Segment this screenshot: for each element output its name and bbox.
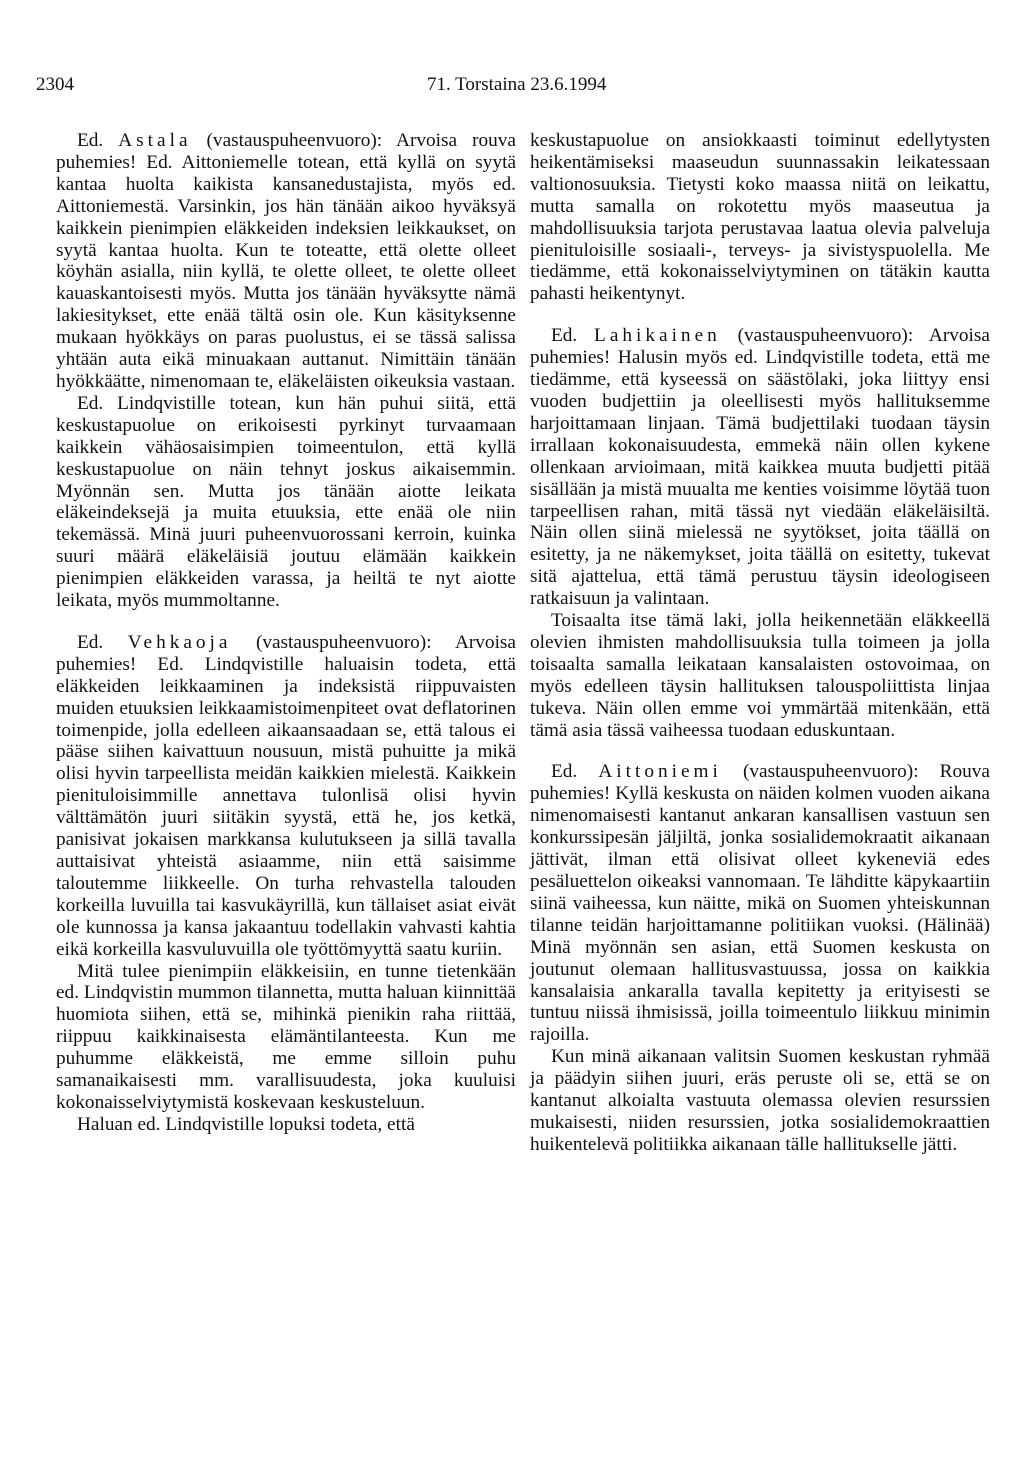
speaker-name: Aittoniemi <box>598 761 722 783</box>
speech-astala <box>56 130 516 393</box>
left-column <box>56 130 516 1136</box>
speech-text: (vastauspuheenvuoro): Arvoisa puhemies! Ed. Lindqvistille haluaisin todeta, että eläkkeiden leikkaaminen ja indeksistä riippuvaisten muiden etuuksien leikkaamistoimenpiteet ovat deflatorinen toimenpide, jolla edelleen aikaansaadaan se, että talous ei pääse siihen kaivattuun nousuun, mistä puhuitte ja mikä olisi hyvin tarpeellista meidän kaikkien mielestä. Kaikkein pienituloisimmille annettava tulonlisä olisi hyvin välttämätön juuri siitäkin syystä, että he, jos ketkä, panisivat jokaisen markkansa kulutukseen ja sillä tavalla auttaisivat yhteistä asiaamme, niin että saisimme taloutemme liikkeelle. On turha rehvastella talouden korkeilla luvuilla tai kasvukäyrillä, kun tällaiset asiat eivät ole kunnossa ja kansa jakaantuu todellakin vahvasti kahtia eikä korkeilla kasvuluvuilla ole työttömyyttä saatu kuriin. <box>56 631 516 960</box>
paragraph: keskustapuolue on ansiokkaasti toiminut edellytysten heikentämiseksi maaseudun suunnassakin leikatessaan valtionosuuksia. Tietysti koko maassa niitä on leikattu, mutta samalla on rokotettu myös maaseutua ja mahdollisuuksia tarjota perustavaa laatua olevia palveluja pienituloisille sosiaali-, terveys- ja sivistyspuolella. Me tiedämme, että kokonaisselviytyminen on tätäkin kautta pahasti heikentynyt. <box>530 130 990 305</box>
speech-lahikainen <box>530 325 990 610</box>
page-number: 2304 <box>36 74 74 95</box>
paragraph: Kun minä aikanaan valitsin Suomen keskustan ryhmää ja päädyin siihen juuri, eräs peruste oli se, että se on kantanut alkoialta vastuuta olemassa olevien resurssien mukaisesti, niiden resurssien, jotka sosialidemokraattien huikentelevä politiikka aikanaan tälle hallitukselle jätti. <box>530 1046 990 1155</box>
page-header <box>36 74 988 104</box>
speech-text: (vastauspuheenvuoro): Arvoisa puhemies! Halusin myös ed. Lindqvistille todeta, että me tiedämme, että kyseessä on säästölaki, joka liittyy ensi vuoden budjettiin ja oleellisesti myös hallituksemme harjoittamaan linjaan. Tämä budjettilaki tuodaan täysin irrallaan kokonaisuudesta, emmekä näin ollen kykene ollenkaan arvioimaan, mitä kaikkea muuta budjetti pitää sisällään ja mistä muualta me kenties voisimme löytää tuon tarpeellisen rahan, mitä tässä nyt viedään eläkeläisiltä. Näin ollen siinä mielessä ne syytökset, joita täällä on esitetty, ja ne näkemykset, joita täällä on esitetty, tukevat sitä ajattelua, että tämä perustuu täysin ideologiseen ratkaisuun ja valintaan. <box>530 325 990 610</box>
paragraph: Mitä tulee pienimpiin eläkkeisiin, en tunne tietenkään ed. Lindqvistin mummon tilannetta, mutta haluan kiinnittää huomiota siihen, että se, mihinkä pienikin raha riittää, riippuu kaikkinaisesta elämäntilanteesta. Kun me puhumme eläkkeistä, me emme silloin puhu samanaikaisesti mm. varallisuudesta, joka kuuluisi kokonaisselviytymistä koskevaan keskusteluun. <box>56 960 516 1113</box>
speaker-name: Astala <box>118 130 192 151</box>
speech-text: (vastauspuheenvuoro): Arvoisa rouva puhemies! Ed. Aittoniemelle totean, että kyllä on syytä kantaa huolta kaikista kansanedustajista, myös ed. Aittoniemestä. Varsinkin, jos hän tänään aikoo hyväksyä kaikkein pienimpien eläkkeiden indeksien leikkaukset, on syytä kantaa huolta. Kun te toteatte, että olette olleet köyhän asialla, niin kyllä, te olette olleet, te olette olleet kauaskantoisesti myös. Mutta jos tänään hyväksytte nämä lakiesitykset, ette enää tältä osin ole. Kun käsityksenne mukaan hyökkäys on paras puolustus, ei se tässä salissa yhtään auta eikä minuakaan auttanut. Nimittäin tänään hyökkäätte, nimenomaan te, eläkeläisten oikeuksia vastaan. <box>56 130 516 392</box>
running-title: 71. Torstaina 23.6.1994 <box>427 74 607 95</box>
speech-vehkaoja <box>56 632 516 961</box>
speech-lead: Ed. <box>551 761 578 783</box>
speech-lead: Ed. <box>77 631 104 653</box>
speaker-name: Vehkaoja <box>127 631 232 653</box>
speech-lead: Ed. <box>77 130 104 151</box>
paragraph: Toisaalta itse tämä laki, jolla heikennetään eläkkeellä olevien ihmisten mahdollisuuksia tulla toimeen ja jolla toisaalta samalla leikataan kansalaisten ostovoimaa, on myös edelleen täysin hallituksen talouspoliittista linjaa tukeva. Näin ollen emme voi ymmärtää mitenkään, että tämä asia tässä vaiheessa tuodaan eduskuntaan. <box>530 610 990 741</box>
right-column <box>530 130 990 1156</box>
speech-aittoniemi <box>530 761 990 1046</box>
speech-text: (vastauspuheenvuoro): Rouva puhemies! Kyllä keskusta on näiden kolmen vuoden aikana nimenomaisesti kantanut ankaran kansallisen vastuun sen konkurssipesän jäljiltä, jonka sosialidemokraatit aikanaan jättivät, ilman että olisivat olleet kykeneviä edes pesäluettelon oikeaksi vannomaan. Te lähditte käpykaartiin siinä vaiheessa, kun näitte, mikä on Suomen yhteiskunnan tilanne teidän harjoittamanne politiikan vuoksi. (Hälinää) Minä myönnän sen asian, että Suomen keskusta on joutunut olemaan hallitusvastuussa, jossa on kaikkia kansalaisia ankaralla tavalla kepitetty ja erityisesti se tuntuu niissä ihmisissä, joilla toimeentulo liikkuu minimin rajoilla. <box>530 761 990 1046</box>
paragraph: Ed. Lindqvistille totean, kun hän puhui siitä, että keskustapuolue on erikoisesti pyrkinyt turvaamaan kaikkein vähäosaisimpien toimeentulon, että kyllä keskustapuolue on näin tehnyt joskus aikaisemmin. Myönnän sen. Mutta jos tänään aiotte leikata eläkeindeksejä ja muita etuuksia, ette enää ole niin tekemässä. Minä juuri puheenvuorossani kerroin, kuinka suuri määrä eläkeläisiä joutuu elämään kaikkein pienimpien eläkkeiden varassa, ja heiltä te nyt aiotte leikata, myös mummoltanne. <box>56 392 516 612</box>
paragraph: Haluan ed. Lindqvistille lopuksi todeta, että <box>77 1113 415 1135</box>
speech-lead: Ed. <box>551 325 578 347</box>
speaker-name: Lahikainen <box>594 325 721 347</box>
